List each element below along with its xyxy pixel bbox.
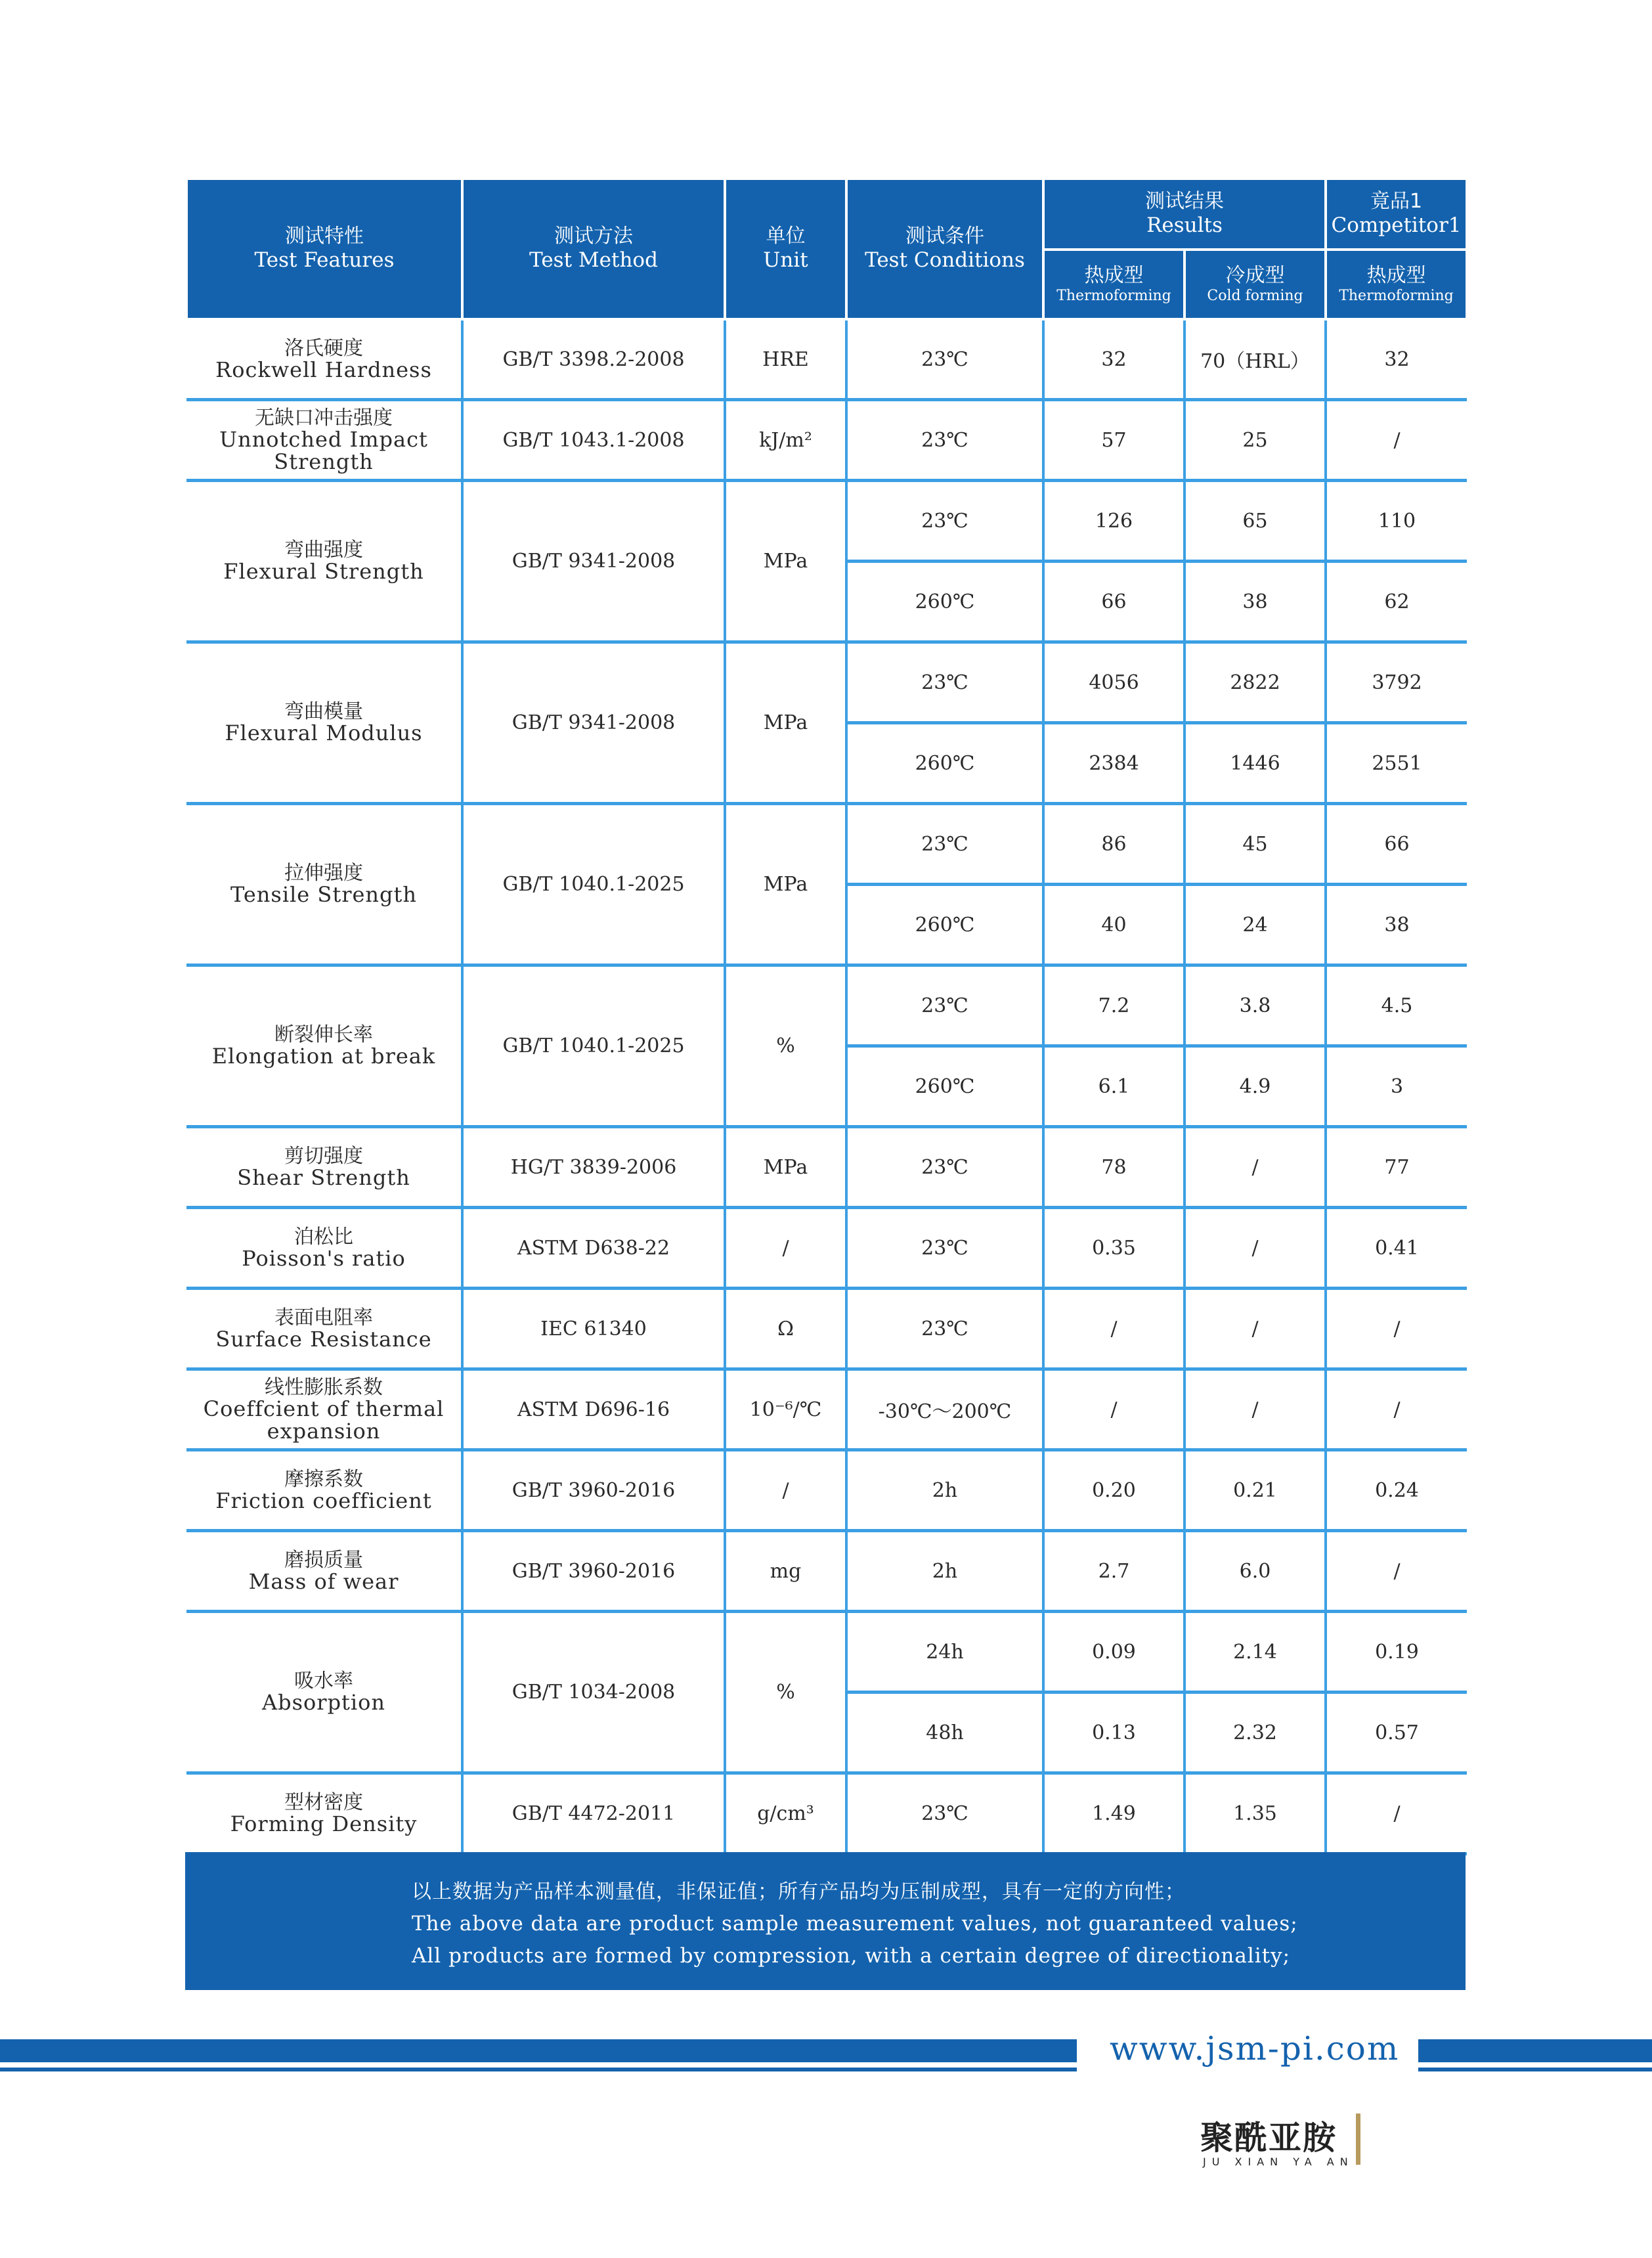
competitor-value: / — [1326, 1369, 1467, 1450]
header-cold-forming: 冷成型 Cold forming — [1185, 250, 1326, 319]
logo-subtext: JU XIAN YA AN — [1203, 2156, 1354, 2168]
feature-cn: 无缺口冲击强度 — [255, 406, 393, 430]
cold-forming-value: 1.35 — [1185, 1773, 1326, 1854]
header-unit: 单位 Unit — [725, 179, 846, 319]
feature-cell — [186, 1612, 462, 1773]
table-row — [186, 1612, 1467, 1693]
feature-en: Mass of wear — [248, 1568, 399, 1594]
condition-cell: 23℃ — [846, 1127, 1043, 1208]
competitor-value: 110 — [1326, 481, 1467, 562]
feature-cn: 摩擦系数 — [284, 1467, 363, 1491]
method-cell: GB/T 4472-2011 — [462, 1773, 725, 1854]
condition-cell: 23℃ — [846, 965, 1043, 1046]
condition-cell: 23℃ — [846, 1208, 1043, 1289]
condition-cell: 23℃ — [846, 400, 1043, 481]
method-cell: GB/T 1034-2008 — [462, 1612, 725, 1773]
condition-cell: 260℃ — [846, 562, 1043, 642]
cold-forming-value: / — [1185, 1369, 1326, 1450]
feature-cn: 拉伸强度 — [284, 862, 363, 885]
method-cell: GB/T 1043.1-2008 — [462, 400, 725, 481]
table-row — [186, 804, 1467, 885]
disclaimer-note — [185, 1852, 1466, 1990]
feature-en: Friction coefficient — [215, 1488, 432, 1513]
cold-forming-value: 2.14 — [1185, 1612, 1326, 1693]
feature-en: Coeffcient of thermal expansion — [203, 1396, 445, 1444]
unit-cell: HRE — [725, 319, 846, 400]
cold-forming-value: 3.8 — [1185, 965, 1326, 1046]
feature-cn: 泊松比 — [294, 1225, 353, 1249]
feature-en: Forming Density — [230, 1811, 418, 1836]
feature-cn: 断裂伸长率 — [274, 1023, 373, 1047]
competitor-value: / — [1326, 1531, 1467, 1612]
unit-cell: MPa — [725, 1127, 846, 1208]
condition-cell: 23℃ — [846, 319, 1043, 400]
unit-cell: MPa — [725, 481, 846, 642]
header-competitor: 竟品1 Competitor1 — [1326, 179, 1467, 250]
note-line-en-1: The above data are product sample measurement values, not guaranteed values; — [412, 1912, 1298, 1936]
condition-cell: 23℃ — [846, 804, 1043, 885]
feature-cn: 弯曲模量 — [284, 700, 363, 724]
feature-en: Elongation at break — [211, 1044, 436, 1069]
unit-cell: 10⁻⁶/℃ — [725, 1369, 846, 1450]
thermoforming-value: 2.7 — [1043, 1531, 1185, 1612]
thermoforming-value: 0.20 — [1043, 1450, 1185, 1531]
method-cell: ASTM D696-16 — [462, 1369, 725, 1450]
logo-text: 聚酰亚胺 — [1200, 2119, 1337, 2157]
feature-cn: 弯曲强度 — [284, 539, 363, 562]
table-body — [186, 319, 1467, 1854]
cold-forming-value: 0.21 — [1185, 1450, 1326, 1531]
feature-en: Poisson's ratio — [242, 1245, 406, 1271]
thermoforming-value: / — [1043, 1369, 1185, 1450]
thermoforming-value: 6.1 — [1043, 1046, 1185, 1127]
feature-en: Flexural Modulus — [225, 720, 423, 746]
feature-en: Flexural Strength — [223, 559, 424, 585]
thermoforming-value: 7.2 — [1043, 965, 1185, 1046]
unit-cell: / — [725, 1208, 846, 1289]
table-header — [186, 179, 1467, 319]
competitor-value: / — [1326, 1773, 1467, 1854]
feature-cell — [186, 1127, 462, 1208]
competitor-value: 62 — [1326, 562, 1467, 642]
method-cell: GB/T 3398.2-2008 — [462, 319, 725, 400]
thermoforming-value: 40 — [1043, 885, 1185, 965]
unit-cell: mg — [725, 1531, 846, 1612]
feature-en: Surface Resistance — [215, 1326, 432, 1352]
competitor-value: 0.57 — [1326, 1693, 1467, 1773]
cold-forming-value: 2.32 — [1185, 1693, 1326, 1773]
feature-cell — [186, 481, 462, 642]
competitor-value: 32 — [1326, 319, 1467, 400]
condition-cell: -30℃～200℃ — [846, 1369, 1043, 1450]
condition-cell: 2h — [846, 1531, 1043, 1612]
table-row — [186, 642, 1467, 723]
cold-forming-value: / — [1185, 1127, 1326, 1208]
competitor-value: 0.19 — [1326, 1612, 1467, 1693]
note-line-en-2: All products are formed by compression, with a certain degree of directionality; — [412, 1944, 1291, 1968]
feature-en: Tensile Strength — [230, 882, 417, 908]
feature-cell — [186, 1773, 462, 1854]
method-cell: ASTM D638-22 — [462, 1208, 725, 1289]
thermoforming-value: 57 — [1043, 400, 1185, 481]
cold-forming-value: / — [1185, 1289, 1326, 1369]
competitor-value: 4.5 — [1326, 965, 1467, 1046]
feature-en: Absorption — [261, 1690, 386, 1716]
feature-cn: 吸水率 — [294, 1670, 353, 1693]
condition-cell: 24h — [846, 1612, 1043, 1693]
feature-cn: 洛氏硬度 — [284, 336, 363, 360]
thermoforming-value: 0.35 — [1043, 1208, 1185, 1289]
cold-forming-value: 45 — [1185, 804, 1326, 885]
thermoforming-value: / — [1043, 1289, 1185, 1369]
feature-en: Shear Strength — [237, 1164, 410, 1190]
unit-cell: Ω — [725, 1289, 846, 1369]
unit-cell: MPa — [725, 804, 846, 965]
method-cell: GB/T 3960-2016 — [462, 1531, 725, 1612]
header-conditions: 测试条件 Test Conditions — [846, 179, 1043, 319]
feature-cn: 磨损质量 — [284, 1548, 363, 1572]
feature-cell — [186, 1531, 462, 1612]
condition-cell: 23℃ — [846, 1289, 1043, 1369]
cold-forming-value: 65 — [1185, 481, 1326, 562]
table-row — [186, 1208, 1467, 1289]
condition-cell: 260℃ — [846, 1046, 1043, 1127]
cold-forming-value: 2822 — [1185, 642, 1326, 723]
footer-line-right — [1418, 2068, 1652, 2071]
condition-cell: 2h — [846, 1450, 1043, 1531]
table-row — [186, 481, 1467, 562]
footer-bar-left — [0, 2039, 1077, 2062]
thermoforming-value: 78 — [1043, 1127, 1185, 1208]
unit-cell: kJ/m² — [725, 400, 846, 481]
thermoforming-value: 86 — [1043, 804, 1185, 885]
unit-cell: / — [725, 1450, 846, 1531]
competitor-value: 3 — [1326, 1046, 1467, 1127]
method-cell: GB/T 1040.1-2025 — [462, 804, 725, 965]
method-cell: IEC 61340 — [462, 1289, 725, 1369]
footer-bar-right — [1418, 2039, 1652, 2062]
header-thermoforming: 热成型 Thermoforming — [1043, 250, 1185, 319]
feature-en: Unnotched Impact Strength — [219, 426, 428, 474]
feature-cell — [186, 804, 462, 965]
feature-cell — [186, 400, 462, 481]
condition-cell: 23℃ — [846, 1773, 1043, 1854]
competitor-value: 77 — [1326, 1127, 1467, 1208]
feature-cn: 型材密度 — [284, 1790, 363, 1814]
thermoforming-value: 1.49 — [1043, 1773, 1185, 1854]
feature-cell — [186, 1289, 462, 1369]
table-row — [186, 319, 1467, 400]
unit-cell: g/cm³ — [725, 1773, 846, 1854]
method-cell: GB/T 9341-2008 — [462, 642, 725, 804]
thermoforming-value: 66 — [1043, 562, 1185, 642]
competitor-value: 38 — [1326, 885, 1467, 965]
competitor-value: / — [1326, 1289, 1467, 1369]
cold-forming-value: / — [1185, 1208, 1326, 1289]
unit-cell: % — [725, 965, 846, 1127]
condition-cell: 260℃ — [846, 885, 1043, 965]
table-row — [186, 1531, 1467, 1612]
feature-cn: 表面电阻率 — [274, 1306, 373, 1329]
cold-forming-value: 24 — [1185, 885, 1326, 965]
cold-forming-value: 1446 — [1185, 723, 1326, 804]
feature-cell — [186, 1450, 462, 1531]
feature-cell — [186, 1369, 462, 1450]
spec-table — [185, 177, 1468, 1855]
competitor-value: / — [1326, 400, 1467, 481]
header-results: 测试结果 Results — [1043, 179, 1326, 250]
cold-forming-value: 38 — [1185, 562, 1326, 642]
header-features: 测试特性 Test Features — [186, 179, 462, 319]
thermoforming-value: 4056 — [1043, 642, 1185, 723]
table-row — [186, 1369, 1467, 1450]
footer-line-left — [0, 2068, 1077, 2071]
thermoforming-value: 2384 — [1043, 723, 1185, 804]
method-cell: GB/T 1040.1-2025 — [462, 965, 725, 1127]
method-cell: GB/T 3960-2016 — [462, 1450, 725, 1531]
feature-cell — [186, 965, 462, 1127]
feature-cell — [186, 642, 462, 804]
table-row — [186, 1450, 1467, 1531]
competitor-value: 0.41 — [1326, 1208, 1467, 1289]
table-row — [186, 400, 1467, 481]
thermoforming-value: 126 — [1043, 481, 1185, 562]
cold-forming-value: 6.0 — [1185, 1531, 1326, 1612]
feature-cell — [186, 1208, 462, 1289]
method-cell: GB/T 9341-2008 — [462, 481, 725, 642]
thermoforming-value: 32 — [1043, 319, 1185, 400]
table-row — [186, 1289, 1467, 1369]
header-competitor-thermoforming: 热成型 Thermoforming — [1326, 250, 1467, 319]
condition-cell: 260℃ — [846, 723, 1043, 804]
website-link[interactable]: www.jsm-pi.com — [1110, 2029, 1400, 2068]
condition-cell: 23℃ — [846, 642, 1043, 723]
header-method: 测试方法 Test Method — [462, 179, 725, 319]
feature-cn: 线性膨胀系数 — [265, 1375, 383, 1399]
table-row — [186, 965, 1467, 1046]
unit-cell: % — [725, 1612, 846, 1773]
feature-en: Rockwell Hardness — [215, 357, 432, 382]
table-row — [186, 1127, 1467, 1208]
thermoforming-value: 0.13 — [1043, 1693, 1185, 1773]
condition-cell: 23℃ — [846, 481, 1043, 562]
cold-forming-value: 70（HRL） — [1185, 319, 1326, 400]
unit-cell: MPa — [725, 642, 846, 804]
logo-divider — [1356, 2114, 1360, 2165]
feature-cell — [186, 319, 462, 400]
competitor-value: 3792 — [1326, 642, 1467, 723]
table-row — [186, 1773, 1467, 1854]
thermoforming-value: 0.09 — [1043, 1612, 1185, 1693]
competitor-value: 2551 — [1326, 723, 1467, 804]
method-cell: HG/T 3839-2006 — [462, 1127, 725, 1208]
cold-forming-value: 4.9 — [1185, 1046, 1326, 1127]
feature-cn: 剪切强度 — [284, 1144, 363, 1168]
competitor-value: 0.24 — [1326, 1450, 1467, 1531]
cold-forming-value: 25 — [1185, 400, 1326, 481]
note-line-cn: 以上数据为产品样本测量值，非保证值；所有产品均为压制成型，具有一定的方向性； — [412, 1880, 1185, 1903]
condition-cell: 48h — [846, 1693, 1043, 1773]
competitor-value: 66 — [1326, 804, 1467, 885]
